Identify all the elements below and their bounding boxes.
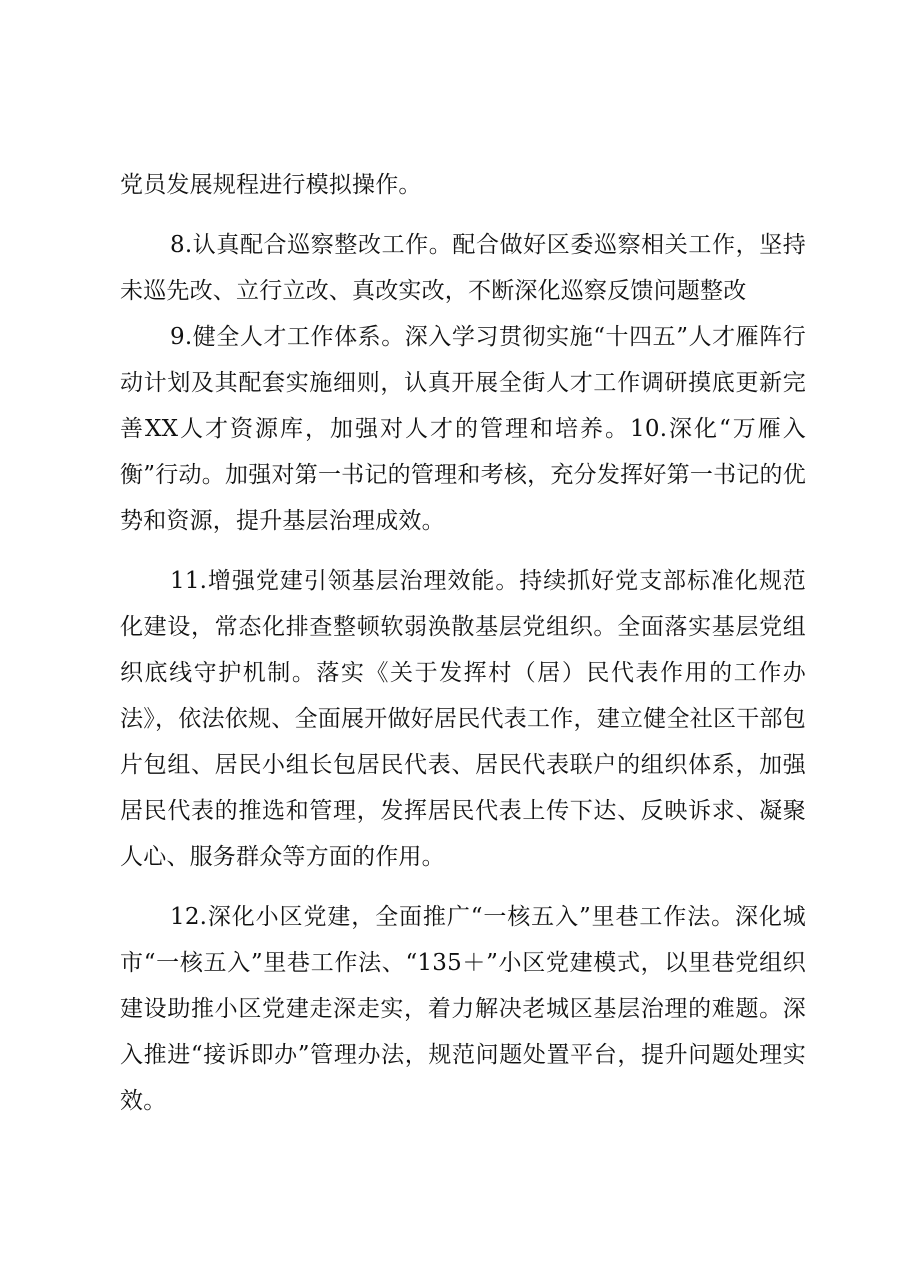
paragraph-item-9-10: 9.健全人才工作体系。深入学习贯彻实施“十四五”人才雁阵行动计划及其配套实施细则，认真开展全街人才工作调研摸底更新完善XX人才资源库，加强对人才的管理和培养。10.深化“万雁入衡”行动。加强对第一书记的管理和考核，充分发挥好第一书记的优势和资源，提升基层治理成效。	[120, 324, 806, 534]
paragraph-continuation: 党员发展规程进行模拟操作。	[120, 172, 422, 198]
paragraph-item-8: 8.认真配合巡察整改工作。配合做好区委巡察相关工作，坚持未巡先改、立行立改、真改实改，不断深化巡察反馈问题整改	[120, 232, 806, 304]
paragraph-item-11: 11.增强党建引领基层治理效能。持续抓好党支部标准化规范化建设，常态化排查整顿软弱涣散基层党组织。全面落实基层党组织底线守护机制。落实《关于发挥村（居）民代表作用的工作办法》，依法依规、全面展开做好居民代表工作，建立健全社区干部包片包组、居民小组长包居民代表、居民代表联户的组织体系，加强居民代表的推选和管理，发挥居民代表上传下达、反映诉求、凝聚人心、服务群众等方面的作用。	[120, 568, 806, 870]
paragraph-item-12: 12.深化小区党建，全面推广“一核五入”里巷工作法。深化城市“一核五入”里巷工作法、“135＋”小区党建模式，以里巷党组织建设助推小区党建走深走实，着力解决老城区基层治理的难题。深入推进“接诉即办”管理办法，规范问题处置平台，提升问题处理实效。	[120, 904, 806, 1114]
document-body	[120, 162, 806, 1124]
